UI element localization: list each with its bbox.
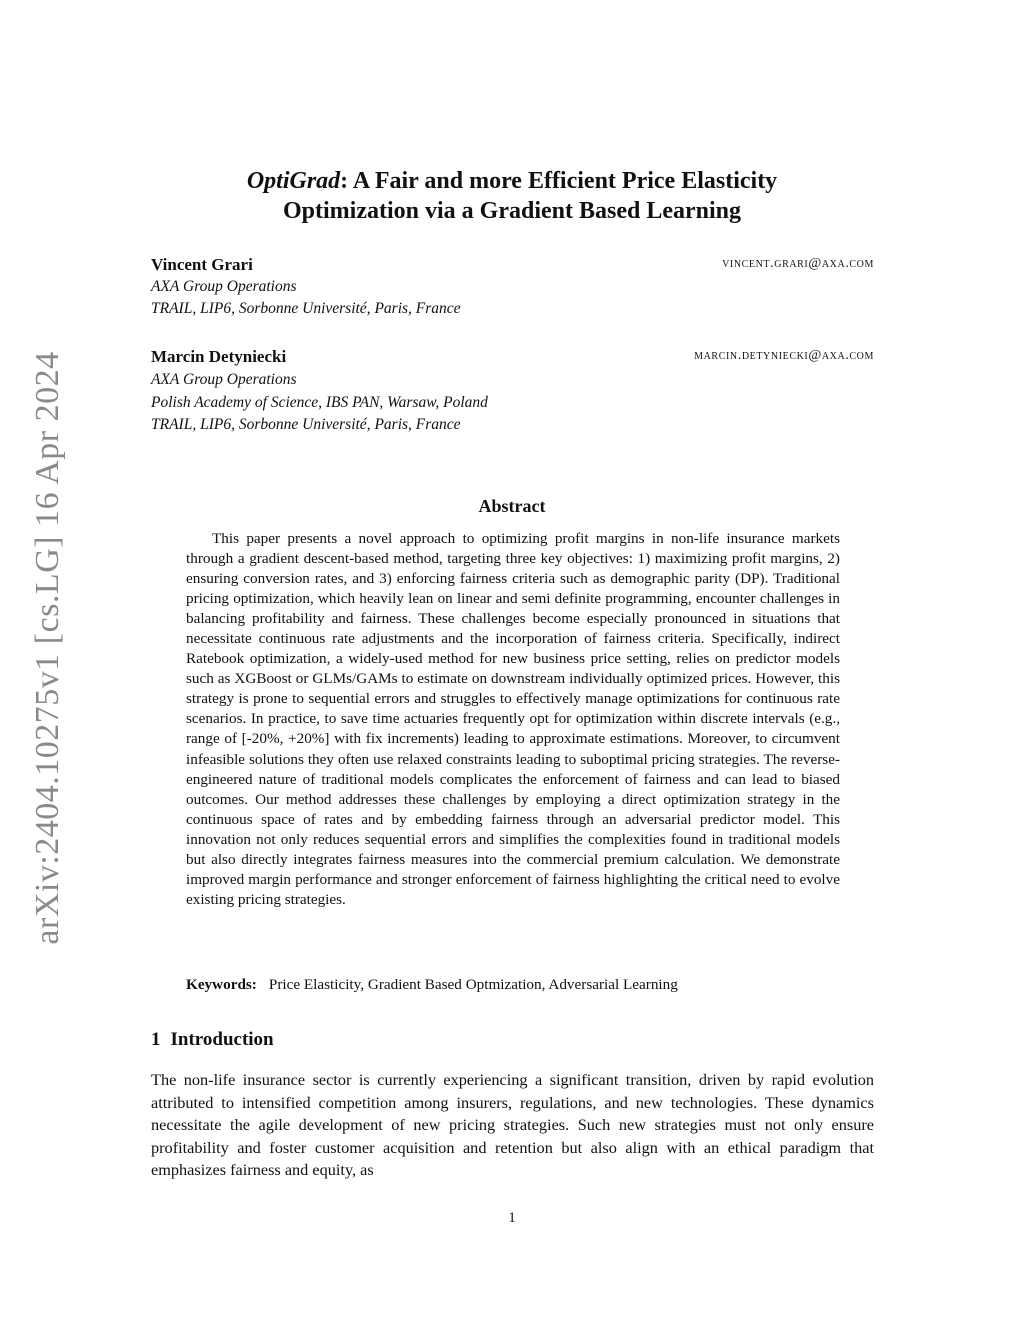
keywords [186, 975, 840, 995]
section-title: Introduction [170, 1029, 274, 1050]
author-email[interactable]: vincent.grari@axa.com [722, 256, 874, 271]
section-number: 1 [151, 1029, 161, 1050]
author-name: Marcin Detyniecki [151, 347, 287, 366]
arxiv-identifier-stamp: arXiv:2404.10275v1 [cs.LG] 16 Apr 2024 [29, 351, 66, 945]
keywords-text: Price Elasticity, Gradient Based Optmization, Adversarial Learning [268, 976, 678, 993]
author-affiliation: TRAIL, LIP6, Sorbonne Université, Paris, France [151, 299, 461, 317]
author-email[interactable]: marcin.detyniecki@axa.com [694, 348, 874, 363]
introduction-body: The non-life insurance sector is currently experiencing a significant transition, driven by rapid evolution attributed to intensified competition among insurers, regulations, and new technologies. These dynamics necessitate the agile development of new pricing strategies. Such new strategies must not only ensure profitability and foster customer acquisition and retention but also align with an ethical paradigm that emphasizes fairness and equity, as [151, 1070, 874, 1180]
title-line1: : A Fair and more Efficient Price Elasticity [340, 168, 778, 194]
section-heading [151, 1028, 274, 1052]
keywords-label: Keywords: [186, 976, 257, 993]
author-block-2 [151, 346, 874, 436]
page-number: 1 [508, 1210, 516, 1226]
author-affiliation: Polish Academy of Science, IBS PAN, Warsaw, Poland [151, 393, 488, 411]
title-line2: Optimization via a Gradient Based Learning [282, 198, 741, 224]
author-name: Vincent Grari [151, 255, 253, 274]
author-block-1 [151, 254, 874, 319]
paper-title [150, 166, 874, 226]
author-affiliation: TRAIL, LIP6, Sorbonne Université, Paris, France [151, 416, 461, 433]
title-emphasis: OptiGrad [246, 168, 341, 194]
abstract-heading: Abstract [478, 496, 546, 516]
abstract-body: This paper presents a novel approach to optimizing profit margins in non-life insurance markets through a gradient descent-based method, targeting three key objectives: 1) maximizing profit margins, 2) ensuring conversion rates, and 3) enforcing fairness criteria such as demographic parity (DP). Traditional pricing optimization, which heavily lean on linear and semi definite programming, encounter challenges in balancing profitability and fairness. These challenges become especially pronounced in situations that necessitate continuous rate adjustments and the incorporation of fairness criteria. Specifically, indirect Ratebook optimization, a widely-used method for new business price setting, relies on predictor models such as XGBoost or GLMs/GAMs to estimate on downstream individually optimized prices. However, this strategy is prone to sequential errors and struggles to effectively manage optimizations for continuous rate scenarios. In practice, to save time actuaries frequently opt for optimization within discrete intervals (e.g., range of [-20%, +20%] with fix increments) leading to approximate estimations. Moreover, to circumvent infeasible solutions they often use relaxed constraints leading to suboptimal pricing strategies. The reverse-engineered nature of traditional models complicates the enforcement of fairness and can lead to biased outcomes. Our method addresses these challenges by employing a direct optimization strategy in the continuous space of rates and by embedding fairness through an adversarial predictor model. This innovation not only reduces sequential errors and simplifies the complexities found in traditional models but also directly integrates fairness measures into the commercial premium calculation. We demonstrate improved margin performance and stronger enforcement of fairness highlighting the critical need to evolve existing pricing strategies. [186, 530, 840, 908]
author-affiliation: AXA Group Operations [151, 278, 297, 295]
author-affiliation: AXA Group Operations [151, 371, 297, 388]
